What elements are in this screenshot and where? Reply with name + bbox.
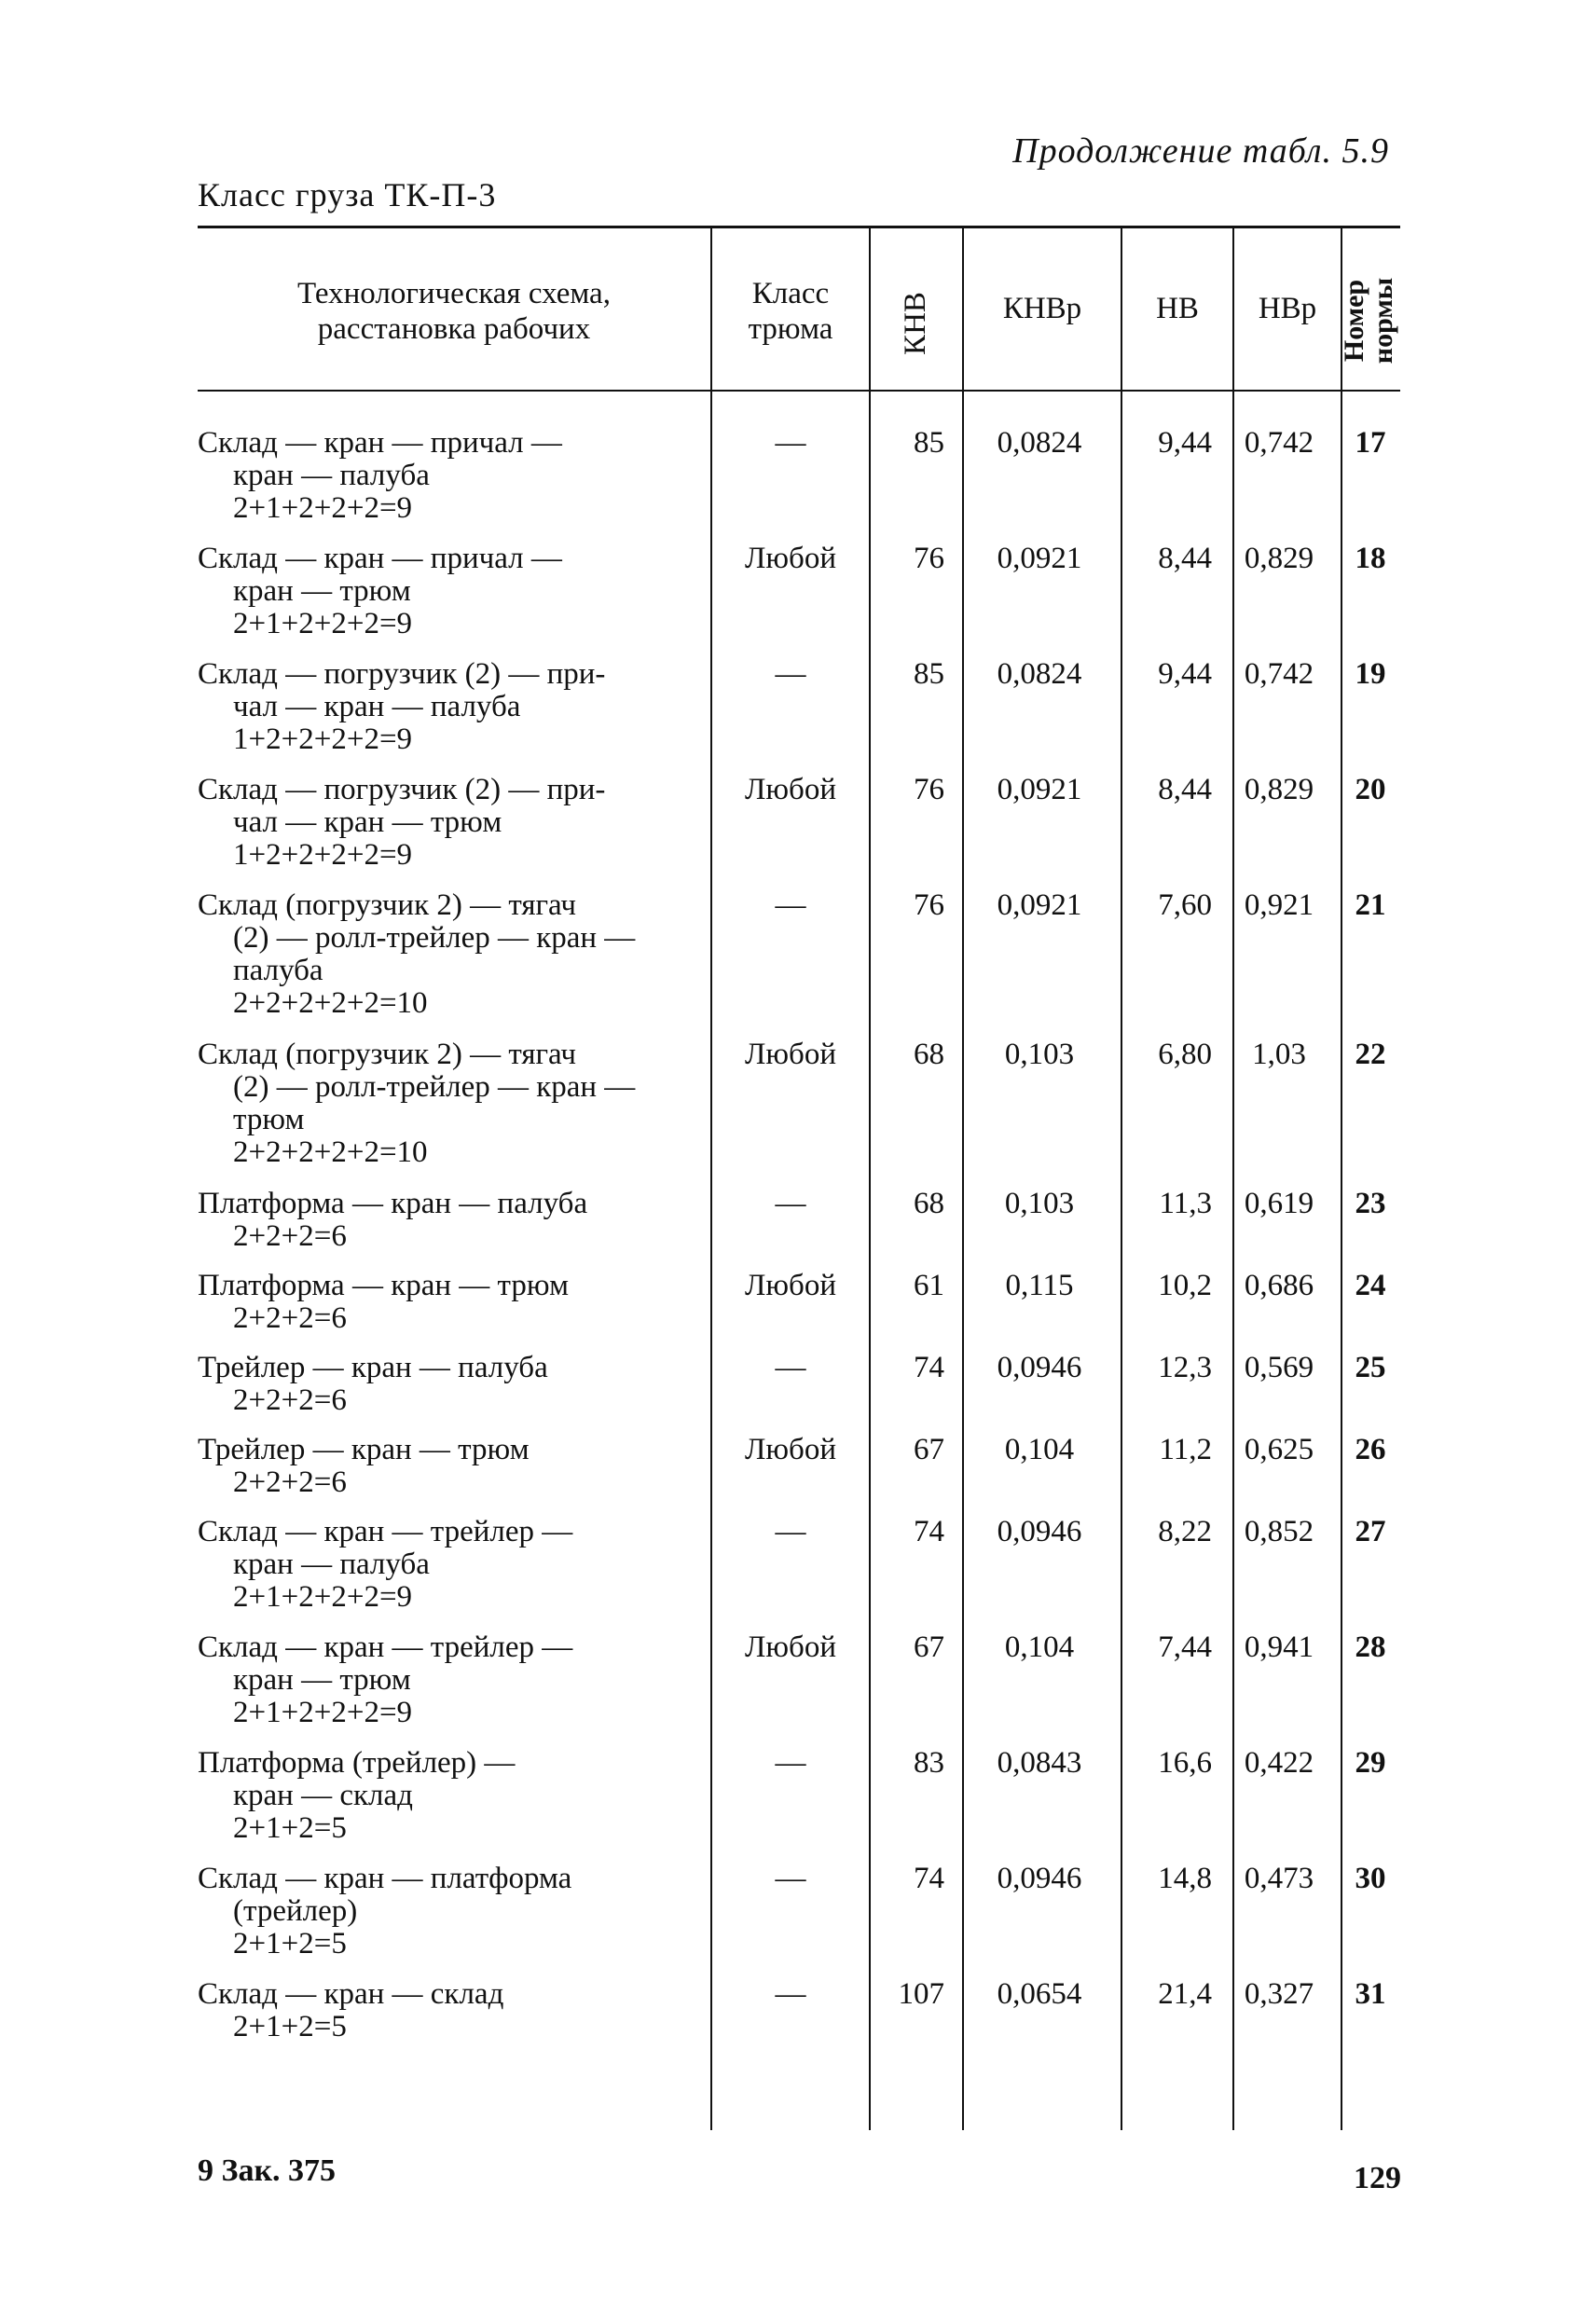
scheme-line: Склад — погрузчик (2) — при-: [198, 773, 606, 806]
knv-r-cell: 0,0843: [997, 1746, 1082, 1780]
scheme-line: палуба: [233, 954, 323, 987]
knv-cell: 74: [914, 1515, 944, 1548]
scheme-line: чал — кран — трюм: [233, 805, 502, 839]
nv-r-cell: 0,921: [1244, 888, 1314, 922]
footer-order-number: 9 Зак. 375: [198, 2153, 337, 2188]
scheme-line: 2+2+2=6: [233, 1301, 347, 1335]
column-divider: [1232, 228, 1234, 2130]
header-hold-class: [712, 276, 869, 347]
knv-cell: 76: [914, 888, 944, 922]
nv-cell: 12,3: [1158, 1351, 1212, 1384]
scheme-line: 2+2+2+2+2=10: [233, 1135, 428, 1169]
knv-cell: 67: [914, 1433, 944, 1466]
header-norm-number: [1340, 251, 1401, 391]
scheme-line: 2+1+2=5: [233, 2010, 347, 2043]
header-hold-class-line-1: Класс: [751, 277, 830, 310]
nv-cell: 9,44: [1158, 426, 1212, 460]
header-scheme-line-2: расстановка рабочих: [317, 312, 591, 346]
hold-class-cell: —: [775, 888, 806, 922]
header-nv-r: НВр: [1258, 292, 1317, 325]
nv-r-cell: 0,619: [1244, 1187, 1314, 1220]
scheme-cell: [198, 1039, 709, 1169]
norm-number-cell: 30: [1355, 1862, 1386, 1895]
table-header-rule: [198, 390, 1400, 392]
scheme-cell: [198, 1352, 709, 1417]
hold-class-cell: —: [775, 1351, 806, 1384]
scheme-line: 2+1+2=5: [233, 1811, 347, 1845]
hold-class-cell: —: [775, 1187, 806, 1220]
norm-number-cell: 24: [1355, 1269, 1386, 1302]
knv-r-cell: 0,104: [1004, 1433, 1075, 1466]
knv-cell: 85: [914, 657, 944, 691]
scheme-cell: [198, 774, 709, 872]
norm-number-cell: 23: [1355, 1187, 1386, 1220]
knv-r-cell: 0,0946: [997, 1351, 1082, 1384]
nv-cell: 14,8: [1158, 1862, 1212, 1895]
nv-cell: 11,3: [1159, 1187, 1212, 1220]
scheme-line: 2+2+2+2+2=10: [233, 986, 428, 1020]
scheme-line: (2) — ролл-трейлер — кран —: [233, 921, 636, 955]
scheme-line: Платформа — кран — трюм: [198, 1269, 569, 1302]
nv-cell: 6,80: [1158, 1038, 1212, 1071]
scheme-cell: [198, 1631, 709, 1729]
nv-cell: 7,60: [1158, 888, 1212, 922]
scheme-cell: [198, 1978, 709, 2043]
knv-r-cell: 0,0824: [997, 657, 1082, 691]
scheme-line: 2+1+2+2+2=9: [233, 1580, 413, 1614]
knv-r-cell: 0,103: [1004, 1038, 1075, 1071]
norm-number-cell: 22: [1355, 1038, 1386, 1071]
knv-r-cell: 0,115: [1005, 1269, 1074, 1302]
knv-r-cell: 0,0654: [997, 1977, 1082, 2011]
scheme-line: 2+1+2+2+2=9: [233, 607, 413, 640]
scheme-cell: [198, 889, 709, 1020]
nv-r-cell: 0,569: [1244, 1351, 1314, 1384]
scheme-line: Склад — кран — склад: [198, 1977, 504, 2011]
nv-cell: 7,44: [1158, 1630, 1212, 1664]
hold-class-cell: —: [775, 426, 806, 460]
hold-class-cell: —: [775, 1862, 806, 1895]
norm-number-cell: 29: [1355, 1746, 1386, 1780]
scheme-line: Склад (погрузчик 2) — тягач: [198, 1038, 576, 1071]
nv-r-cell: 0,829: [1244, 542, 1314, 575]
knv-r-cell: 0,0946: [997, 1515, 1082, 1548]
norm-number-cell: 27: [1355, 1515, 1386, 1548]
knv-cell: 76: [914, 773, 944, 806]
nv-cell: 21,4: [1158, 1977, 1212, 2011]
hold-class-cell: Любой: [745, 1038, 836, 1071]
scheme-cell: [198, 543, 709, 640]
knv-r-cell: 0,103: [1004, 1187, 1075, 1220]
scheme-line: трюм: [233, 1103, 305, 1136]
nv-r-cell: 0,742: [1244, 426, 1314, 460]
scheme-cell: [198, 1863, 709, 1960]
scheme-cell: [198, 1270, 709, 1335]
nv-cell: 8,44: [1158, 773, 1212, 806]
scheme-cell: [198, 427, 709, 525]
scheme-cell: [198, 1434, 709, 1499]
knv-cell: 68: [914, 1038, 944, 1071]
hold-class-cell: Любой: [745, 773, 836, 806]
nv-cell: 8,22: [1158, 1515, 1212, 1548]
knv-cell: 68: [914, 1187, 944, 1220]
page-number: 129: [1354, 2161, 1401, 2195]
nv-r-cell: 0,941: [1244, 1630, 1314, 1664]
knv-r-cell: 0,104: [1004, 1630, 1075, 1664]
norm-number-cell: 20: [1355, 773, 1386, 806]
knv-cell: 83: [914, 1746, 944, 1780]
norm-number-cell: 25: [1355, 1351, 1386, 1384]
nv-r-cell: 0,686: [1244, 1269, 1314, 1302]
norm-number-cell: 28: [1355, 1630, 1386, 1664]
nv-cell: 8,44: [1158, 542, 1212, 575]
header-norm-number-line-2: нормы: [1368, 277, 1398, 365]
norm-number-cell: 18: [1355, 542, 1386, 575]
scheme-line: Платформа — кран — палуба: [198, 1187, 588, 1220]
knv-cell: 61: [914, 1269, 944, 1302]
column-divider: [869, 228, 871, 2130]
cargo-class-label: Класс груза ТК-П-3: [198, 176, 497, 213]
table-top-rule: [198, 226, 1400, 228]
scheme-line: 2+2+2=6: [233, 1219, 347, 1253]
header-scheme: [198, 276, 710, 347]
knv-cell: 74: [914, 1351, 944, 1384]
scheme-line: 2+2+2=6: [233, 1383, 347, 1417]
scheme-line: кран — трюм: [233, 1663, 411, 1697]
nv-r-cell: 0,473: [1244, 1862, 1314, 1895]
header-hold-class-line-2: трюма: [748, 312, 833, 346]
column-divider: [962, 228, 964, 2130]
scheme-line: чал — кран — палуба: [233, 690, 521, 723]
continuation-caption: Продолжение табл. 5.9: [1012, 131, 1389, 171]
scheme-line: (трейлер): [233, 1894, 358, 1928]
knv-cell: 85: [914, 426, 944, 460]
scheme-line: Склад — кран — трейлер —: [198, 1630, 573, 1664]
scheme-cell: [198, 1747, 709, 1845]
hold-class-cell: Любой: [745, 1433, 836, 1466]
hold-class-cell: —: [775, 657, 806, 691]
scheme-line: 2+1+2+2+2=9: [233, 491, 413, 525]
column-divider: [1121, 228, 1122, 2130]
norm-number-cell: 31: [1355, 1977, 1386, 2011]
scheme-line: Платформа (трейлер) —: [198, 1746, 516, 1780]
nv-r-cell: 0,829: [1244, 773, 1314, 806]
nv-r-cell: 0,422: [1244, 1746, 1314, 1780]
column-divider: [1341, 228, 1342, 2130]
knv-r-cell: 0,0921: [997, 773, 1082, 806]
knv-r-cell: 0,0824: [997, 426, 1082, 460]
hold-class-cell: —: [775, 1746, 806, 1780]
scheme-line: Склад — кран — причал —: [198, 542, 562, 575]
header-norm-number-line-1: Номер: [1339, 279, 1369, 363]
nv-r-cell: 1,03: [1252, 1038, 1306, 1071]
norm-number-cell: 19: [1355, 657, 1386, 691]
hold-class-cell: —: [775, 1977, 806, 2011]
scheme-line: 2+1+2+2+2=9: [233, 1696, 413, 1729]
scheme-line: (2) — ролл-трейлер — кран —: [233, 1070, 636, 1104]
nv-cell: 9,44: [1158, 657, 1212, 691]
scheme-cell: [198, 658, 709, 756]
header-scheme-line-1: Технологическая схема,: [297, 277, 611, 310]
scheme-line: кран — склад: [233, 1779, 413, 1812]
scheme-line: Трейлер — кран — палуба: [198, 1351, 548, 1384]
scheme-line: Склад — кран — причал —: [198, 426, 562, 460]
nv-cell: 11,2: [1159, 1433, 1212, 1466]
knv-cell: 74: [914, 1862, 944, 1895]
nv-cell: 10,2: [1158, 1269, 1212, 1302]
nv-r-cell: 0,742: [1244, 657, 1314, 691]
knv-r-cell: 0,0921: [997, 542, 1082, 575]
norm-number-cell: 21: [1355, 888, 1386, 922]
knv-r-cell: 0,0946: [997, 1862, 1082, 1895]
scheme-line: Трейлер — кран — трюм: [198, 1433, 530, 1466]
hold-class-cell: Любой: [745, 542, 836, 575]
norm-number-cell: 17: [1355, 426, 1386, 460]
scheme-line: 2+2+2=6: [233, 1465, 347, 1499]
header-knv: КНВ: [899, 292, 932, 355]
scheme-line: 1+2+2+2+2=9: [233, 722, 413, 756]
scheme-line: кран — палуба: [233, 1548, 430, 1581]
hold-class-cell: Любой: [745, 1630, 836, 1664]
knv-cell: 76: [914, 542, 944, 575]
scheme-cell: [198, 1188, 709, 1253]
column-divider: [710, 228, 712, 2130]
header-knv-r: КНВр: [1002, 292, 1082, 325]
scheme-line: Склад (погрузчик 2) — тягач: [198, 888, 576, 922]
nv-r-cell: 0,327: [1244, 1977, 1314, 2011]
hold-class-cell: —: [775, 1515, 806, 1548]
scheme-line: Склад — погрузчик (2) — при-: [198, 657, 606, 691]
scheme-cell: [198, 1516, 709, 1614]
scheme-line: 1+2+2+2+2=9: [233, 838, 413, 872]
hold-class-cell: Любой: [745, 1269, 836, 1302]
knv-cell: 67: [914, 1630, 944, 1664]
scheme-line: кран — трюм: [233, 574, 411, 608]
knv-cell: 107: [898, 1977, 944, 2011]
nv-cell: 16,6: [1158, 1746, 1212, 1780]
norm-number-cell: 26: [1355, 1433, 1386, 1466]
nv-r-cell: 0,625: [1244, 1433, 1314, 1466]
nv-r-cell: 0,852: [1244, 1515, 1314, 1548]
scheme-line: кран — палуба: [233, 459, 430, 492]
scheme-line: Склад — кран — трейлер —: [198, 1515, 573, 1548]
scheme-line: Склад — кран — платформа: [198, 1862, 572, 1895]
scheme-line: 2+1+2=5: [233, 1927, 347, 1960]
header-nv: НВ: [1156, 292, 1199, 325]
knv-r-cell: 0,0921: [997, 888, 1082, 922]
